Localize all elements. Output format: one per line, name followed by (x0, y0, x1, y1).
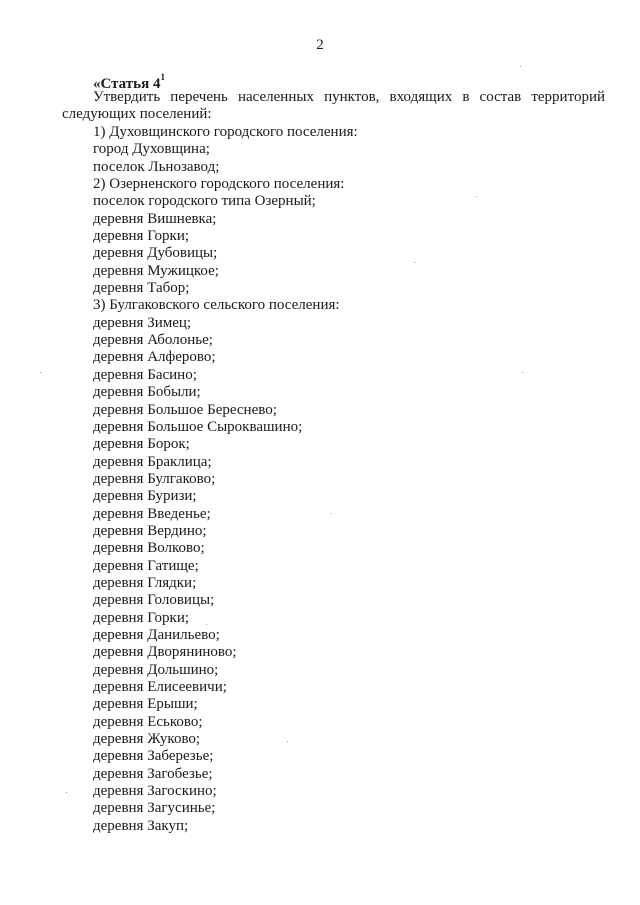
article-intro: Утвердить перечень населенных пунктов, входящих в состав территорий следующих поселений: (62, 89, 605, 122)
list-item: деревня Вердино; (93, 522, 207, 539)
list-item: деревня Гатище; (93, 557, 199, 574)
scan-speck (40, 372, 41, 373)
list-item: деревня Данильево; (93, 626, 220, 643)
list-item: деревня Елисеевичи; (93, 679, 227, 695)
list-item: деревня Зимец; (93, 314, 192, 331)
list-item: город Духовщина; (93, 141, 210, 158)
list-item: деревня Горки; (93, 228, 190, 245)
list-item: деревня Глядки; (93, 574, 197, 591)
list-item: 3) Булгаковского сельского поселения: (93, 297, 340, 314)
list-item: 2) Озерненского городского поселения: (93, 176, 345, 193)
scan-speck (520, 66, 521, 67)
article-title-superscript: 1 (160, 72, 165, 82)
list-item: деревня Табор; (93, 280, 190, 297)
list-item: деревня Еськово; (93, 713, 203, 730)
list-item: деревня Головицы; (93, 592, 215, 609)
list-item: деревня Буризи; (93, 488, 197, 505)
list-item: деревня Аболонье; (93, 332, 213, 349)
list-item: деревня Ерыши; (93, 696, 198, 713)
scan-speck (206, 624, 207, 625)
list-item: деревня Загоскино; (93, 783, 217, 800)
scan-speck (414, 262, 415, 263)
list-item: деревня Басино; (93, 366, 197, 383)
list-item: деревня Мужицкое; (93, 262, 219, 279)
list-item: деревня Большое Береснево; (93, 401, 277, 418)
list-item: деревня Дольшино; (93, 661, 219, 678)
list-item: поселок Льнозавод; (93, 158, 220, 175)
list-item: деревня Большое Сыроквашино; (93, 418, 303, 435)
scan-speck (476, 196, 477, 197)
list-item: деревня Закуп; (93, 817, 189, 834)
list-item: деревня Загусинье; (93, 800, 216, 817)
scan-speck (287, 741, 288, 742)
list-item: деревня Дубовицы; (93, 245, 218, 262)
list-item: деревня Введенье; (93, 505, 211, 522)
list-item: деревня Борок; (93, 436, 190, 453)
article-title-text: «Статья 4 (93, 76, 161, 92)
list-item: деревня Алферово; (93, 349, 216, 366)
scan-speck (66, 792, 67, 793)
page-number: 2 (316, 37, 324, 53)
list-item: деревня Браклица; (93, 453, 212, 470)
list-item: деревня Волково; (93, 540, 205, 557)
list-item: поселок городского типа Озерный; (93, 193, 316, 210)
list-item: деревня Заберезье; (93, 748, 214, 765)
list-item: деревня Бобыли; (93, 384, 201, 401)
scan-speck (331, 513, 332, 514)
list-item: деревня Загобезье; (93, 765, 213, 782)
list-item: деревня Горки; (93, 609, 190, 626)
list-item: 1) Духовщинского городского поселения: (93, 124, 358, 140)
list-item: деревня Жуково; (93, 731, 201, 748)
list-item: деревня Булгаково; (93, 470, 216, 487)
list-item: деревня Дворянинoво; (93, 644, 237, 661)
list-item: деревня Вишневка; (93, 210, 217, 227)
scan-speck (522, 372, 523, 373)
settlement-list (93, 124, 358, 835)
